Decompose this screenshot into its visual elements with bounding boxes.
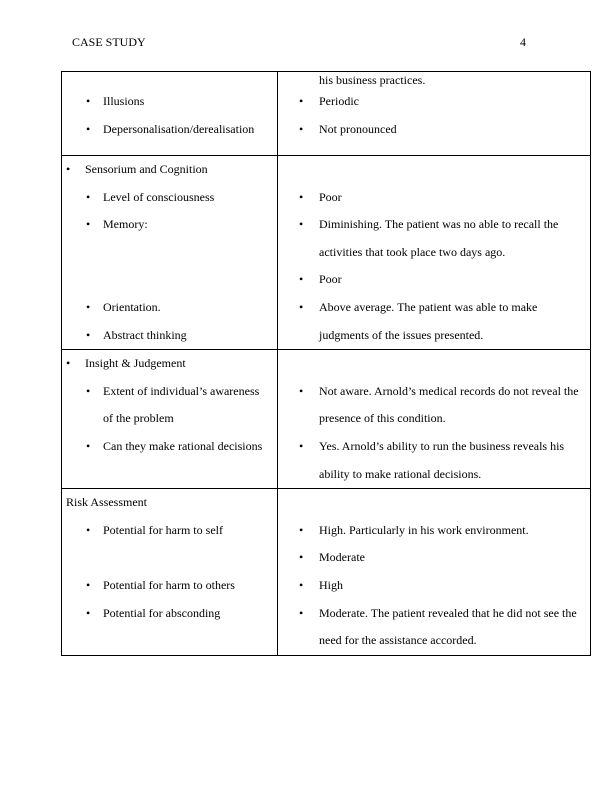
table-cell-left <box>62 156 278 350</box>
list-item: • Depersonalisation/derealisation <box>62 116 277 144</box>
list-item: • Abstract thinking <box>62 322 277 350</box>
list-item: • Poor <box>278 266 590 294</box>
list-item: • Yes. Arnold’s ability to run the business reveals his <box>278 433 590 461</box>
continued-text: his business practices. <box>319 73 426 87</box>
list-item: • Moderate. The patient revealed that he did not see the <box>278 600 590 628</box>
list-item: • Orientation. <box>62 294 277 322</box>
list-item: • Level of consciousness <box>62 184 277 212</box>
list-item: • Not pronounced <box>278 116 590 144</box>
running-header-title: CASE STUDY <box>72 35 146 49</box>
list-item: • Memory: <box>62 211 277 239</box>
list-item-continued: need for the assistance accorded. <box>319 633 477 648</box>
table-cell-right <box>278 72 591 156</box>
list-item: • Moderate <box>278 544 590 572</box>
section-heading: • Insight & Judgement <box>62 350 277 378</box>
case-study-table <box>61 71 591 656</box>
list-item-continued: presence of this condition. <box>319 411 446 426</box>
table-cell-right <box>278 156 591 350</box>
list-item: • Potential for harm to others <box>62 572 277 600</box>
list-item: • Above average. The patient was able to make <box>278 294 590 322</box>
list-item: • Poor <box>278 184 590 212</box>
section-heading: • Sensorium and Cognition <box>62 156 277 184</box>
list-item: • Periodic <box>278 88 590 116</box>
table-cell-left <box>62 72 278 156</box>
list-item: • Diminishing. The patient was no able to recall the <box>278 211 590 239</box>
list-item-continued: ability to make rational decisions. <box>319 466 482 481</box>
table-row <box>62 72 591 156</box>
section-heading: Risk Assessment <box>66 495 148 510</box>
list-item-continued: of the problem <box>103 411 174 426</box>
table-cell-left <box>62 350 278 489</box>
list-item: • High. Particularly in his work environment. <box>278 517 590 545</box>
table-row <box>62 350 591 489</box>
table-cell-right <box>278 350 591 489</box>
list-item: • High <box>278 572 590 600</box>
list-item: • Potential for harm to self <box>62 517 277 545</box>
list-item: • Illusions <box>62 88 277 116</box>
list-item: • Extent of individual’s awareness <box>62 378 277 406</box>
table-row <box>62 156 591 350</box>
table-cell-left <box>62 489 278 656</box>
list-item: • Not aware. Arnold’s medical records do not reveal the <box>278 378 590 406</box>
list-item: • Potential for absconding <box>62 600 277 628</box>
table-cell-right <box>278 489 591 656</box>
page-number: 4 <box>520 35 526 49</box>
list-item: • Can they make rational decisions <box>62 433 277 461</box>
list-item-continued: activities that took place two days ago. <box>319 244 506 259</box>
list-item-continued: judgments of the issues presented. <box>319 327 484 342</box>
table-row <box>62 489 591 656</box>
